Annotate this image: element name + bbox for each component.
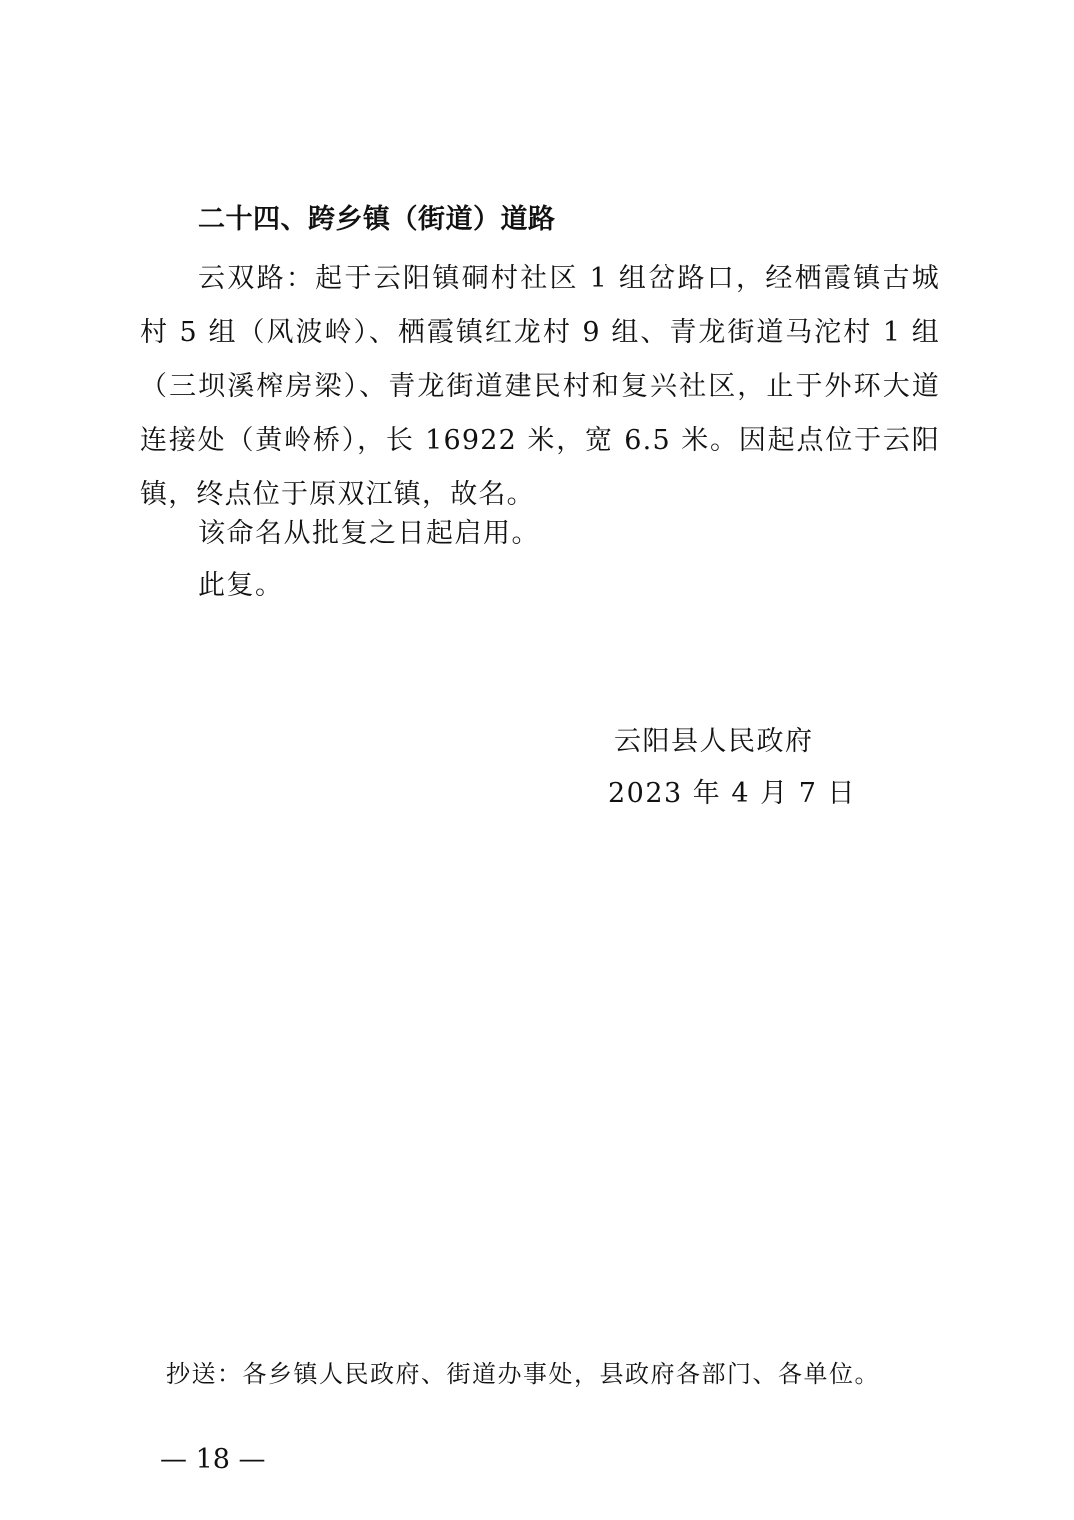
road-description-paragraph: 云双路：起于云阳镇硐村社区 1 组岔路口，经栖霞镇古城村 5 组（风波岭）、栖霞镇红龙村 9 组、青龙街道马沱村 1 组（三坝溪榨房梁）、青龙街道建民村和复兴社区，止于外环大道连接处（黄岭桥），长 16922 米，宽 6.5 米。因起点位于云阳镇，终点位于原双江镇，故名。 [140,263,940,510]
signature-organization: 云阳县人民政府 [614,726,814,757]
closing-remark: 此复。 [198,570,284,601]
effective-statement: 该命名从批复之日起启用。 [198,518,540,549]
section-heading: 二十四、跨乡镇（街道）道路 [198,204,556,235]
cc-distribution-line: 抄送：各乡镇人民政府、街道办事处，县政府各部门、各单位。 [166,1360,880,1388]
signature-date: 2023 年 4 月 7 日 [608,778,856,809]
page-number: — 18 — [160,1444,266,1475]
